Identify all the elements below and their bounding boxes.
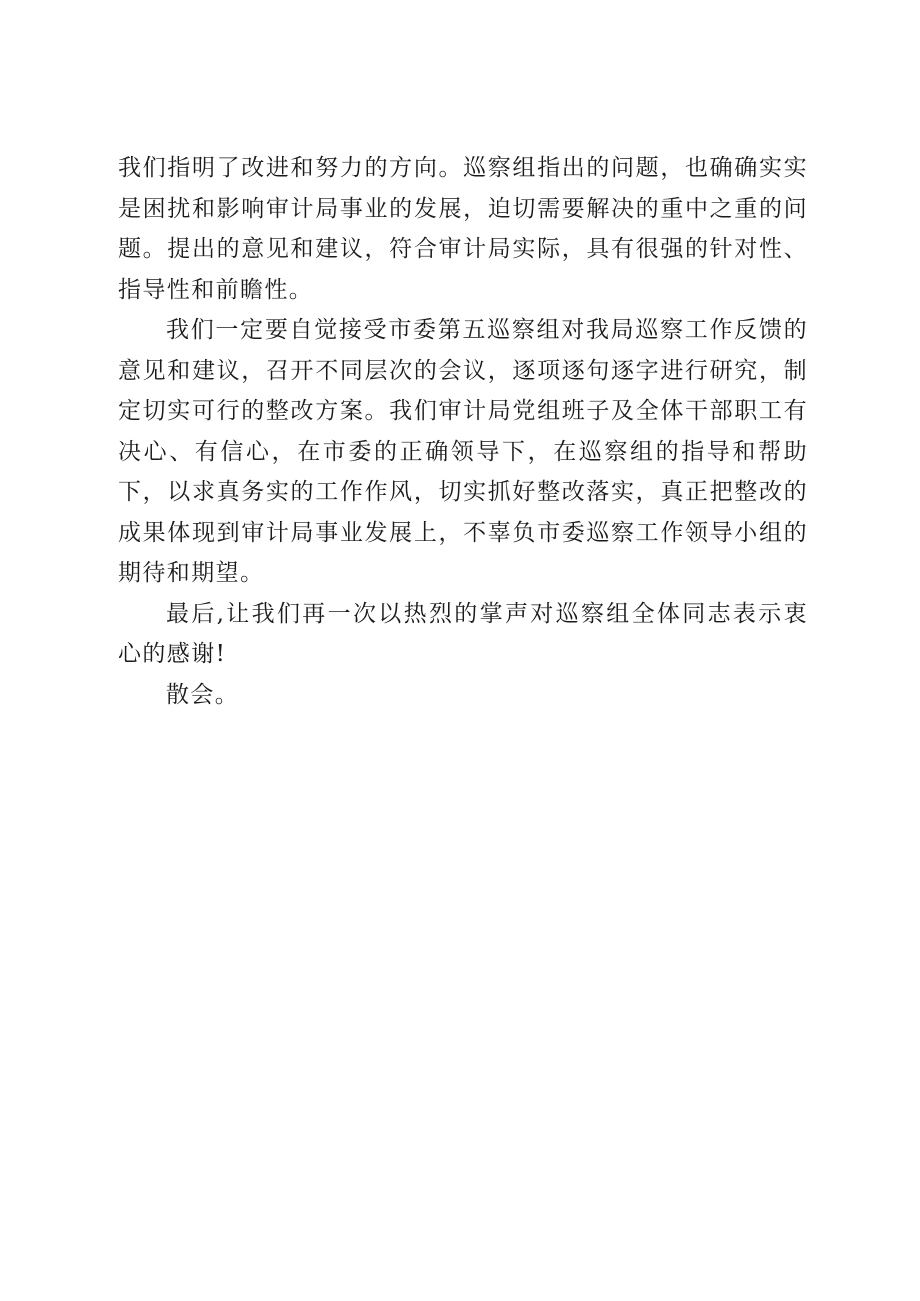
document-body [118,148,808,715]
paragraph-adjourn: 散会。 [166,681,240,708]
paragraph-rectification: 我们一定要自觉接受市委第五巡察组对我局巡察工作反馈的意见和建议，召开不同层次的会议，逐项逐句逐字进行研究，制定切实可行的整改方案。我们审计局党组班子及全体干部职工有决心、有信心，在市委的正确领导下，在巡察组的指导和帮助下，以求真务实的工作作风，切实抓好整改落实，真正把整改的成果体现到审计局事业发展上，不辜负市委巡察工作领导小组的期待和期望。 [118,317,808,586]
paragraph-thanks: 最后,让我们再一次以热烈的掌声对巡察组全体同志表示衷心的感谢! [118,600,808,667]
paragraph-continuation: 我们指明了改进和努力的方向。巡察组指出的问题，也确确实实是困扰和影响审计局事业的发展，迫切需要解决的重中之重的问题。提出的意见和建议，符合审计局实际，具有很强的针对性、指导性和前瞻性。 [118,155,808,303]
